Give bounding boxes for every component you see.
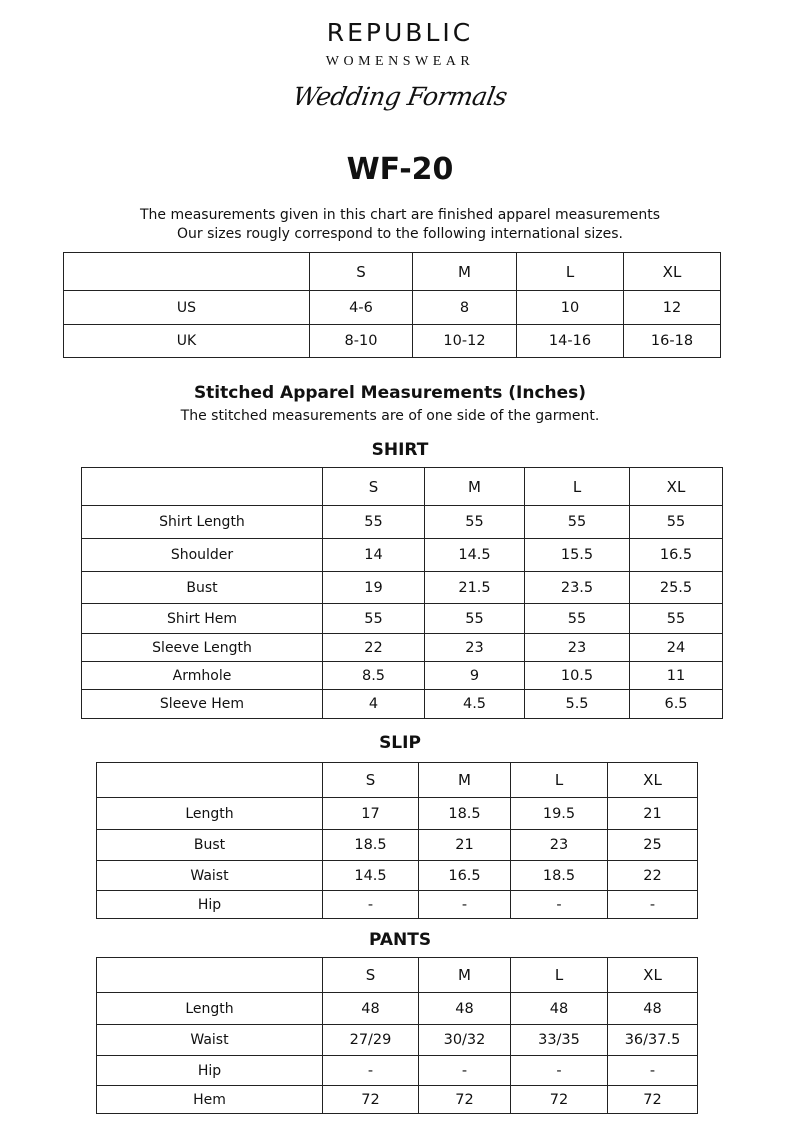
value-cell: 8: [413, 291, 517, 325]
value-cell: 4-6: [310, 291, 413, 325]
row-label-cell: Sleeve Hem: [82, 690, 323, 719]
size-header-cell: S: [310, 253, 413, 291]
pants-measurement-table: [96, 957, 698, 1114]
row-label-cell: Shirt Length: [82, 506, 323, 539]
row-label-cell: Bust: [97, 830, 323, 861]
table-row: [64, 325, 721, 358]
row-label-cell: Shoulder: [82, 539, 323, 572]
table-row: [82, 604, 723, 634]
value-cell: 19.5: [511, 798, 608, 830]
value-cell: 72: [323, 1086, 419, 1114]
value-cell: 23.5: [525, 572, 630, 604]
value-cell: 48: [608, 993, 698, 1025]
collection-name: Wedding Formals: [290, 82, 510, 111]
value-cell: 17: [323, 798, 419, 830]
slip-measurement-table: [96, 762, 698, 919]
header-blank-cell: [97, 958, 323, 993]
value-cell: 19: [323, 572, 425, 604]
value-cell: 36/37.5: [608, 1025, 698, 1056]
size-header-cell: S: [323, 468, 425, 506]
slip-title: SLIP: [379, 733, 421, 753]
value-cell: 4.5: [425, 690, 525, 719]
table-row: [82, 539, 723, 572]
value-cell: 21: [608, 798, 698, 830]
row-label-cell: Sleeve Length: [82, 634, 323, 662]
size-header-cell: S: [323, 958, 419, 993]
value-cell: 16.5: [419, 861, 511, 891]
value-cell: 22: [608, 861, 698, 891]
value-cell: 55: [525, 604, 630, 634]
value-cell: 55: [630, 506, 723, 539]
row-label-cell: UK: [64, 325, 310, 358]
table-row: [97, 861, 698, 891]
size-header-cell: M: [425, 468, 525, 506]
size-header-cell: M: [419, 958, 511, 993]
value-cell: 25.5: [630, 572, 723, 604]
size-header-cell: XL: [608, 763, 698, 798]
table-row: [97, 993, 698, 1025]
table-row: [97, 891, 698, 919]
value-cell: 6.5: [630, 690, 723, 719]
value-cell: 55: [425, 604, 525, 634]
table-row: [97, 1086, 698, 1114]
table-row: [82, 572, 723, 604]
value-cell: 5.5: [525, 690, 630, 719]
table-row: [97, 798, 698, 830]
value-cell: 55: [323, 604, 425, 634]
value-cell: 11: [630, 662, 723, 690]
international-size-table: [63, 252, 721, 358]
table-header-row: [64, 253, 721, 291]
value-cell: 48: [419, 993, 511, 1025]
row-label-cell: Armhole: [82, 662, 323, 690]
row-label-cell: Hem: [97, 1086, 323, 1114]
row-label-cell: Waist: [97, 1025, 323, 1056]
value-cell: 14-16: [517, 325, 624, 358]
shirt-title: SHIRT: [371, 440, 429, 460]
value-cell: 21.5: [425, 572, 525, 604]
value-cell: 4: [323, 690, 425, 719]
row-label-cell: Waist: [97, 861, 323, 891]
table-row: [64, 291, 721, 325]
value-cell: 8-10: [310, 325, 413, 358]
value-cell: 48: [323, 993, 419, 1025]
size-header-cell: XL: [630, 468, 723, 506]
row-label-cell: Bust: [82, 572, 323, 604]
table-row: [82, 634, 723, 662]
size-header-cell: L: [511, 958, 608, 993]
row-label-cell: Length: [97, 993, 323, 1025]
row-label-cell: Hip: [97, 891, 323, 919]
size-header-cell: M: [419, 763, 511, 798]
value-cell: -: [419, 1056, 511, 1086]
value-cell: 8.5: [323, 662, 425, 690]
table-row: [82, 690, 723, 719]
value-cell: -: [323, 891, 419, 919]
value-cell: 21: [419, 830, 511, 861]
table-header-row: [97, 958, 698, 993]
size-header-cell: XL: [608, 958, 698, 993]
table-row: [97, 1025, 698, 1056]
value-cell: 72: [608, 1086, 698, 1114]
value-cell: 15.5: [525, 539, 630, 572]
value-cell: 10-12: [413, 325, 517, 358]
value-cell: 24: [630, 634, 723, 662]
header-blank-cell: [82, 468, 323, 506]
size-header-cell: XL: [624, 253, 721, 291]
value-cell: 10: [517, 291, 624, 325]
product-code: WF-20: [346, 152, 454, 187]
value-cell: 33/35: [511, 1025, 608, 1056]
value-cell: 16.5: [630, 539, 723, 572]
value-cell: 14: [323, 539, 425, 572]
stitched-title: Stitched Apparel Measurements (Inches): [193, 383, 587, 403]
value-cell: -: [608, 891, 698, 919]
table-header-row: [82, 468, 723, 506]
brand-subtitle: WOMENSWEAR: [325, 54, 475, 69]
value-cell: 27/29: [323, 1025, 419, 1056]
value-cell: 14.5: [323, 861, 419, 891]
value-cell: 18.5: [419, 798, 511, 830]
value-cell: 22: [323, 634, 425, 662]
table-row: [97, 830, 698, 861]
row-label-cell: US: [64, 291, 310, 325]
pants-title: PANTS: [368, 930, 432, 950]
size-header-cell: L: [511, 763, 608, 798]
value-cell: 14.5: [425, 539, 525, 572]
row-label-cell: Shirt Hem: [82, 604, 323, 634]
row-label-cell: Hip: [97, 1056, 323, 1086]
note-line-1: The measurements given in this chart are finished apparel measurements: [139, 207, 661, 223]
value-cell: 12: [624, 291, 721, 325]
value-cell: -: [608, 1056, 698, 1086]
value-cell: 10.5: [525, 662, 630, 690]
value-cell: 16-18: [624, 325, 721, 358]
header-blank-cell: [64, 253, 310, 291]
note-line-2: Our sizes rougly correspond to the following international sizes.: [177, 226, 623, 242]
value-cell: 72: [419, 1086, 511, 1114]
value-cell: 25: [608, 830, 698, 861]
value-cell: 72: [511, 1086, 608, 1114]
table-row: [97, 1056, 698, 1086]
shirt-measurement-table: [81, 467, 723, 719]
value-cell: -: [511, 891, 608, 919]
value-cell: 23: [425, 634, 525, 662]
value-cell: -: [419, 891, 511, 919]
value-cell: 55: [323, 506, 425, 539]
size-header-cell: L: [517, 253, 624, 291]
value-cell: 23: [525, 634, 630, 662]
value-cell: 55: [630, 604, 723, 634]
header-blank-cell: [97, 763, 323, 798]
table-header-row: [97, 763, 698, 798]
value-cell: 18.5: [511, 861, 608, 891]
size-header-cell: M: [413, 253, 517, 291]
brand-name: REPUBLIC: [326, 18, 474, 47]
value-cell: 18.5: [323, 830, 419, 861]
value-cell: 55: [525, 506, 630, 539]
value-cell: 48: [511, 993, 608, 1025]
value-cell: -: [511, 1056, 608, 1086]
value-cell: 9: [425, 662, 525, 690]
row-label-cell: Length: [97, 798, 323, 830]
value-cell: 30/32: [419, 1025, 511, 1056]
size-header-cell: L: [525, 468, 630, 506]
value-cell: 23: [511, 830, 608, 861]
size-header-cell: S: [323, 763, 419, 798]
table-row: [82, 662, 723, 690]
stitched-subtitle: The stitched measurements are of one side of the garment.: [180, 408, 600, 424]
table-row: [82, 506, 723, 539]
value-cell: 55: [425, 506, 525, 539]
value-cell: -: [323, 1056, 419, 1086]
